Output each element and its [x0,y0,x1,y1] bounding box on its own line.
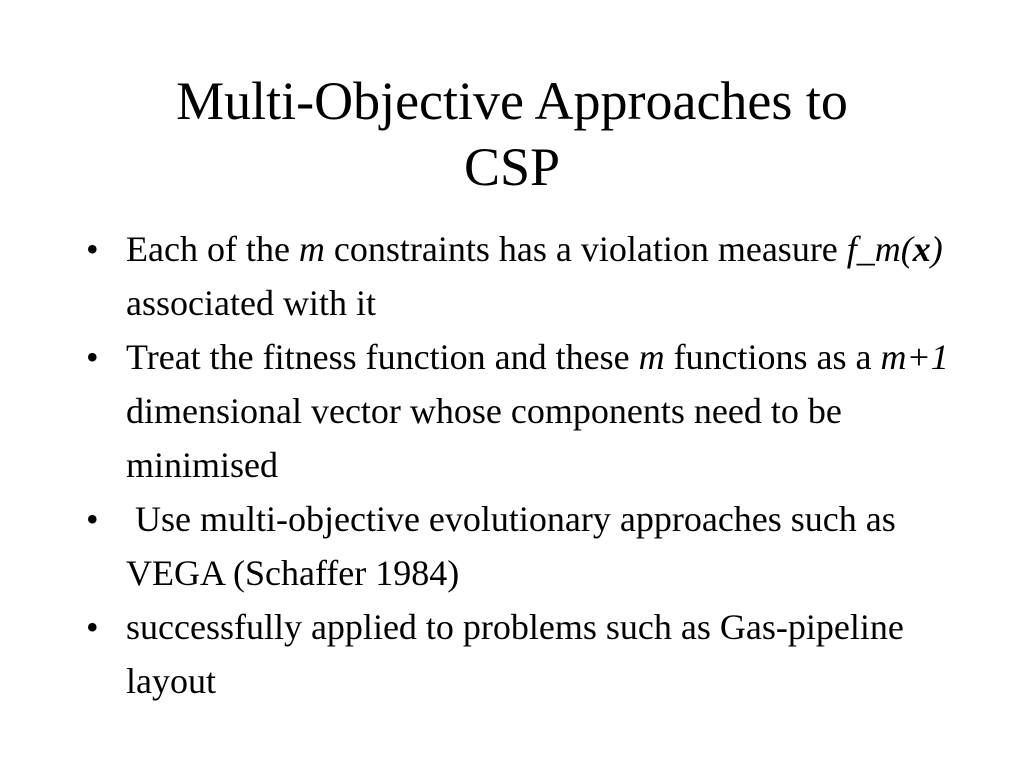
text-run: Treat the fitness function and these [126,337,639,377]
bullet-item [86,330,986,492]
text-run: Use multi-objective evolutionary approaches such as VEGA (Schaffer 1984) [126,499,905,593]
bullet-text [126,607,904,701]
bullet-text [126,229,943,323]
text-run: successfully applied to problems such as Gas-pipeline layout [126,607,904,701]
slide-title-line-1: Multi-Objective Approaches to [176,71,848,131]
slide-title-line-2: CSP [463,137,561,197]
bullet-item [86,222,986,330]
text-run-italic: m [298,229,325,269]
bullet-item [86,492,986,600]
text-run-italic: m [638,337,665,377]
bullet-text [126,499,904,593]
text-run: associated with it [126,283,376,323]
bullet-dot-icon: • [86,229,99,269]
text-run-italic: ) [930,229,943,269]
text-run-italic: f_m( [846,229,913,269]
bullet-text [126,337,949,485]
bullet-list [86,222,986,708]
text-run: constraints has a violation measure [324,229,847,269]
slide-title [0,68,1024,200]
text-run: functions as a [664,337,881,377]
bullet-dot-icon: • [86,337,99,377]
text-run-bold-italic: x [912,229,931,269]
bullet-dot-icon: • [86,607,99,647]
text-run: dimensional vector whose components need to be minimised [126,391,842,485]
bullet-item [86,600,986,708]
text-run-italic: m+1 [880,337,949,377]
bullet-dot-icon: • [86,499,99,539]
text-run: Each of the [126,229,299,269]
